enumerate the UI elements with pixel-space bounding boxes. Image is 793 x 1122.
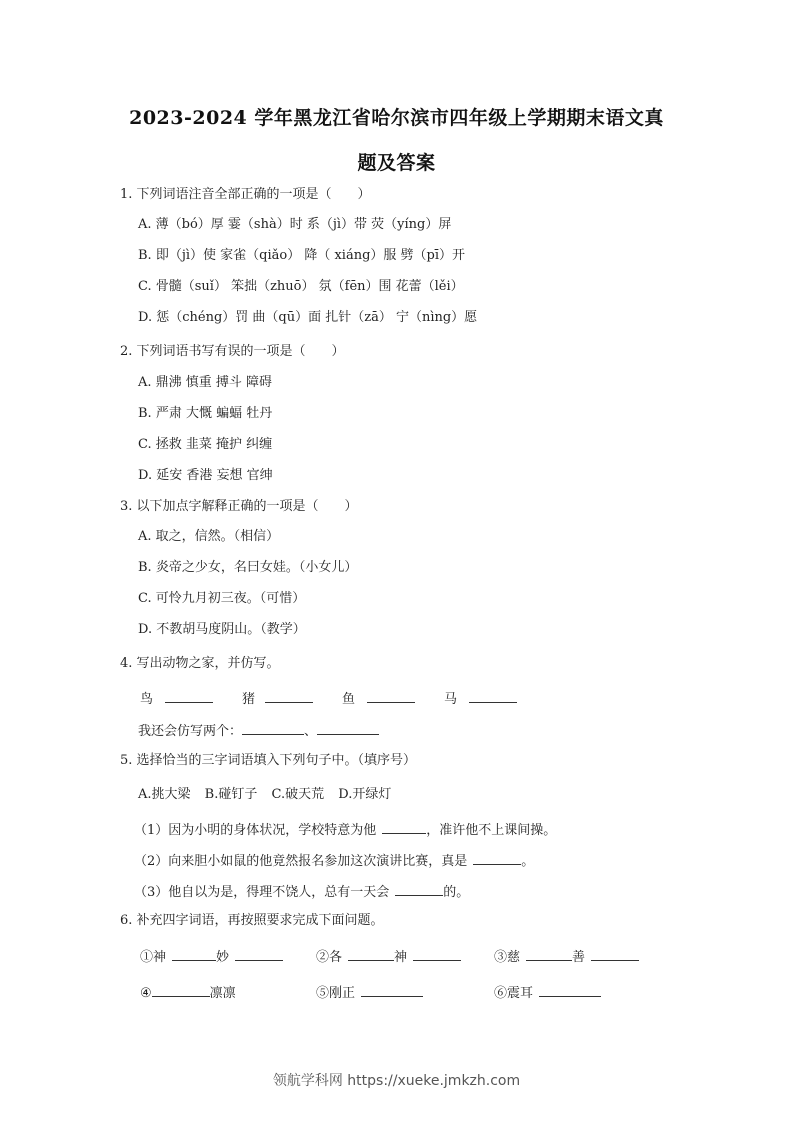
q6-item-5-text: ⑤刚正 xyxy=(316,986,356,1001)
q6-blank-1a[interactable] xyxy=(172,946,216,961)
q6-blank-6[interactable] xyxy=(539,982,601,997)
q6-stem: 6. 补充四字词语，再按照要求完成下面问题。 xyxy=(120,913,384,928)
q1-option-a: A. 薄（bó）厚 霎（shà）时 系（jì）带 荧（yíng）屏 xyxy=(138,217,452,232)
q6-item-2-text: ②各 xyxy=(316,950,343,965)
q4-more xyxy=(138,720,379,741)
q3-option-c: C. 可怜九月初三夜。（可惜） xyxy=(138,591,306,606)
q1-stem: 1. 下列词语注音全部正确的一项是（ ） xyxy=(120,187,371,202)
q5-sentence-3 xyxy=(134,881,469,902)
q6-item-6-text: ⑥震耳 xyxy=(494,986,534,1001)
q6-item-5 xyxy=(316,982,423,1003)
q4-blank-more-1[interactable] xyxy=(242,720,304,735)
q5-sentence-1 xyxy=(134,819,556,840)
q4-more-label: 我还会仿写两个： xyxy=(138,724,243,739)
q3-option-d: D. 不教胡马度阴山。（教学） xyxy=(138,622,306,637)
q4-animal-label: 鱼 xyxy=(342,692,356,707)
q1-option-c: C. 骨髓（suǐ） 笨拙（zhuō） 氛（fēn）围 花蕾（lěi） xyxy=(138,279,464,294)
q6-item-3-mid: 善 xyxy=(572,950,586,965)
q4-blank-pig[interactable] xyxy=(265,688,313,703)
q1-option-d: D. 惩（chéng）罚 曲（qū）面 扎针（zā） 宁（nìng）愿 xyxy=(138,310,478,325)
q3-option-a: A. 取之，信然。（相信） xyxy=(138,529,280,544)
q6-item-1-mid: 妙 xyxy=(216,950,230,965)
footer-watermark: 领航学科网 https://xueke.jmkzh.com xyxy=(272,1073,521,1089)
q3-option-b: B. 炎帝之少女，名曰女娃。（小女儿） xyxy=(138,560,358,575)
q4-stem: 4. 写出动物之家，并仿写。 xyxy=(120,656,280,671)
q6-item-3-text: ③慈 xyxy=(494,950,521,965)
q1-option-b: B. 即（jì）使 家雀（qiǎo） 降（ xiáng）服 劈（pī）开 xyxy=(138,248,466,263)
q4-animal-label: 马 xyxy=(444,692,458,707)
q5-s2-text: （2）向来胆小如鼠的他竟然报名参加这次演讲比赛，真是 xyxy=(134,854,468,869)
q6-item-3 xyxy=(494,946,639,967)
q4-animal-fish xyxy=(342,688,415,709)
q4-blank-horse[interactable] xyxy=(469,688,517,703)
q5-stem: 5. 选择恰当的三字词语填入下列句子中。（填序号） xyxy=(120,753,417,768)
q5-blank-2[interactable] xyxy=(473,850,521,865)
q2-option-c: C. 拯救 韭菜 掩护 纠缠 xyxy=(138,437,273,452)
q6-item-6 xyxy=(494,982,601,1003)
q6-item-4-num: ④ xyxy=(140,986,152,1001)
q4-animal-label: 鸟 xyxy=(140,692,154,707)
q6-item-2 xyxy=(316,946,461,967)
q6-blank-2a[interactable] xyxy=(348,946,394,961)
q6-item-1 xyxy=(140,946,283,967)
q5-blank-3[interactable] xyxy=(395,881,443,896)
q5-s1-text-end: ，准许他不上课间操。 xyxy=(426,823,557,838)
q4-animal-pig xyxy=(242,688,313,709)
doc-title-line2: 题及答案 xyxy=(357,152,436,174)
q6-item-1-text: ①神 xyxy=(140,950,167,965)
q6-blank-4[interactable] xyxy=(152,982,210,997)
q4-blank-more-2[interactable] xyxy=(317,720,379,735)
q6-blank-5[interactable] xyxy=(361,982,423,997)
q5-choice-c: C.破天荒 xyxy=(271,787,325,802)
q4-animal-bird xyxy=(140,688,213,709)
q5-choice-b: B.碰钉子 xyxy=(204,787,258,802)
q4-sep: 、 xyxy=(304,724,318,739)
q6-item-4-text: 凛凛 xyxy=(209,986,236,1001)
q6-blank-2b[interactable] xyxy=(413,946,461,961)
q6-item-4 xyxy=(140,982,236,1003)
q5-s3-text: （3）他自以为是，得理不饶人，总有一天会 xyxy=(134,885,390,900)
q6-blank-3b[interactable] xyxy=(591,946,639,961)
q3-stem: 3. 以下加点字解释正确的一项是（ ） xyxy=(120,499,358,514)
q2-option-a: A. 鼎沸 慎重 搏斗 障碍 xyxy=(138,375,273,390)
q2-option-b: B. 严肃 大慨 蝙蝠 牡丹 xyxy=(138,406,273,421)
q4-animal-label: 猪 xyxy=(242,692,256,707)
q2-option-d: D. 延安 香港 妄想 官绅 xyxy=(138,468,273,483)
q4-blank-fish[interactable] xyxy=(367,688,415,703)
q5-choice-d: D.开绿灯 xyxy=(338,787,392,802)
q4-blank-bird[interactable] xyxy=(165,688,213,703)
q5-s2-text-end: 。 xyxy=(521,854,535,869)
q6-item-2-mid: 神 xyxy=(394,950,408,965)
q5-choice-a: A.挑大梁 xyxy=(138,787,191,802)
q6-blank-3a[interactable] xyxy=(526,946,572,961)
q5-choices xyxy=(138,786,391,804)
q5-s1-text: （1）因为小明的身体状况，学校特意为他 xyxy=(134,823,377,838)
q5-blank-1[interactable] xyxy=(382,819,426,834)
q5-s3-text-end: 的。 xyxy=(443,885,470,900)
q5-sentence-2 xyxy=(134,850,534,871)
q4-animal-horse xyxy=(444,688,517,709)
q2-stem: 2. 下列词语书写有误的一项是（ ） xyxy=(120,344,345,359)
q6-blank-1b[interactable] xyxy=(235,946,283,961)
doc-title-line1: 2023-2024 学年黑龙江省哈尔滨市四年级上学期期末语文真 xyxy=(129,107,664,129)
